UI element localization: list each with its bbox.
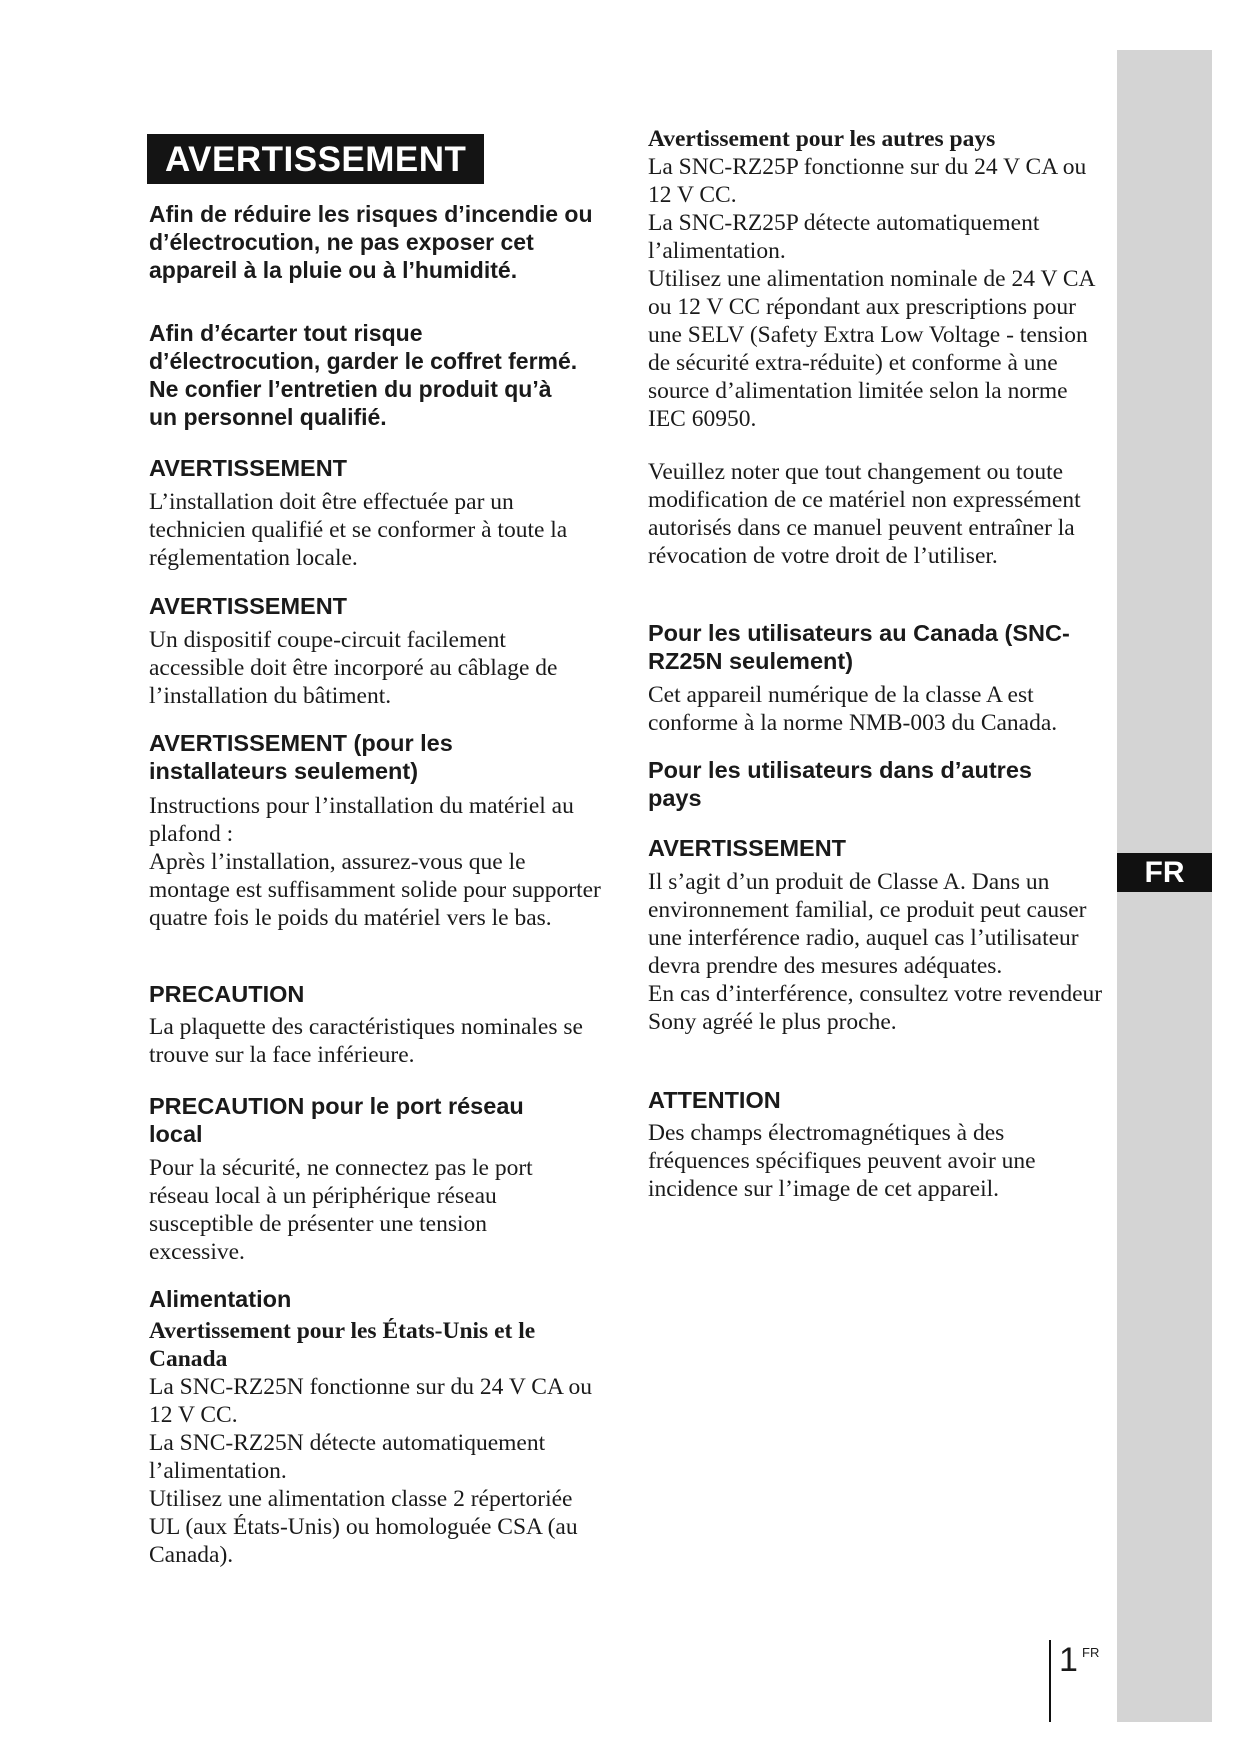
- section-heading: PRECAUTION pour le port réseau local: [149, 1093, 524, 1147]
- section-body: La SNC-RZ25N fonctionne sur du 24 V CA ou 12 V CC. La SNC-RZ25N détecte automatiquement l’alimentation. Utilisez une alimentation classe 2 répertoriée UL (aux États-Unis) ou homologuée CSA (au Canada).: [149, 1374, 593, 1568]
- section-heading: Alimentation: [149, 1286, 292, 1312]
- section-body: La SNC-RZ25P fonctionne sur du 24 V CA ou 12 V CC. La SNC-RZ25P détecte automatiquement l’alimentation. Utilisez une alimentation nominale de 24 V CA ou 12 V CC répondant aux prescriptions pour une SELV (Safety Extra Low Voltage - tension de sécurité extra-réduite) et conforme à une source d’alimentation limitée selon la norme IEC 60950.: [648, 154, 1095, 432]
- shock-warning: Afin d’écarter tout risque d’électrocution, garder le coffret fermé. Ne confier l’entretien du produit qu’à un personnel qualifié.: [149, 320, 578, 430]
- section-body: Des champs électromagnétiques à des fréquences spécifiques peuvent avoir une incidence sur l’image de cet appareil.: [648, 1120, 1036, 1202]
- section-heading: ATTENTION: [648, 1087, 781, 1113]
- language-tab: FR: [1117, 853, 1212, 892]
- page-number-rule: [1049, 1640, 1051, 1722]
- section-body: Cet appareil numérique de la classe A est conforme à la norme NMB-003 du Canada.: [648, 682, 1058, 736]
- page-number: 1: [1059, 1641, 1078, 1679]
- section-heading: AVERTISSEMENT: [149, 455, 348, 481]
- section-subheading: Avertissement pour les autres pays: [648, 126, 996, 152]
- section-body: Il s’agit d’un produit de Classe A. Dans un environnement familial, ce produit peut causer une interférence radio, auquel cas l’utilisateur devra prendre des mesures adéquates. En cas d’interférence, consultez votre revendeur Sony agréé le plus proche.: [648, 869, 1103, 1035]
- page-language-code: FR: [1082, 1645, 1100, 1660]
- section-body: Pour la sécurité, ne connectez pas le port réseau local à un périphérique réseau susceptible de présenter une tension excessive.: [149, 1155, 533, 1265]
- section-heading: AVERTISSEMENT: [149, 593, 348, 619]
- section-subheading: Avertissement pour les États-Unis et le Canada: [149, 1318, 536, 1372]
- section-body: Veuillez noter que tout changement ou toute modification de ce matériel non expressément autorisés dans ce manuel peuvent entraîner la révocation de votre droit de l’utiliser.: [648, 459, 1081, 569]
- section-heading: Pour les utilisateurs au Canada (SNC-RZ25N seulement): [648, 620, 1070, 674]
- section-body: Un dispositif coupe-circuit facilement accessible doit être incorporé au câblage de l’installation du bâtiment.: [149, 627, 558, 709]
- section-body: La plaquette des caractéristiques nominales se trouve sur la face inférieure.: [149, 1014, 583, 1068]
- section-heading: PRECAUTION: [149, 981, 305, 1007]
- page-title: AVERTISSEMENT: [147, 134, 484, 184]
- section-body: L’installation doit être effectuée par un technicien qualifié et se conformer à toute la réglementation locale.: [149, 489, 568, 571]
- section-heading: AVERTISSEMENT: [648, 835, 847, 861]
- section-heading: Pour les utilisateurs dans d’autres pays: [648, 757, 1032, 811]
- section-heading: AVERTISSEMENT (pour les installateurs seulement): [149, 730, 453, 784]
- section-body: Instructions pour l’installation du matériel au plafond : Après l’installation, assurez-vous que le montage est suffisamment solide pour supporter quatre fois le poids du matériel vers le bas.: [149, 793, 601, 931]
- fire-warning: Afin de réduire les risques d’incendie ou d’électrocution, ne pas exposer cet appareil à la pluie ou à l’humidité.: [149, 201, 593, 283]
